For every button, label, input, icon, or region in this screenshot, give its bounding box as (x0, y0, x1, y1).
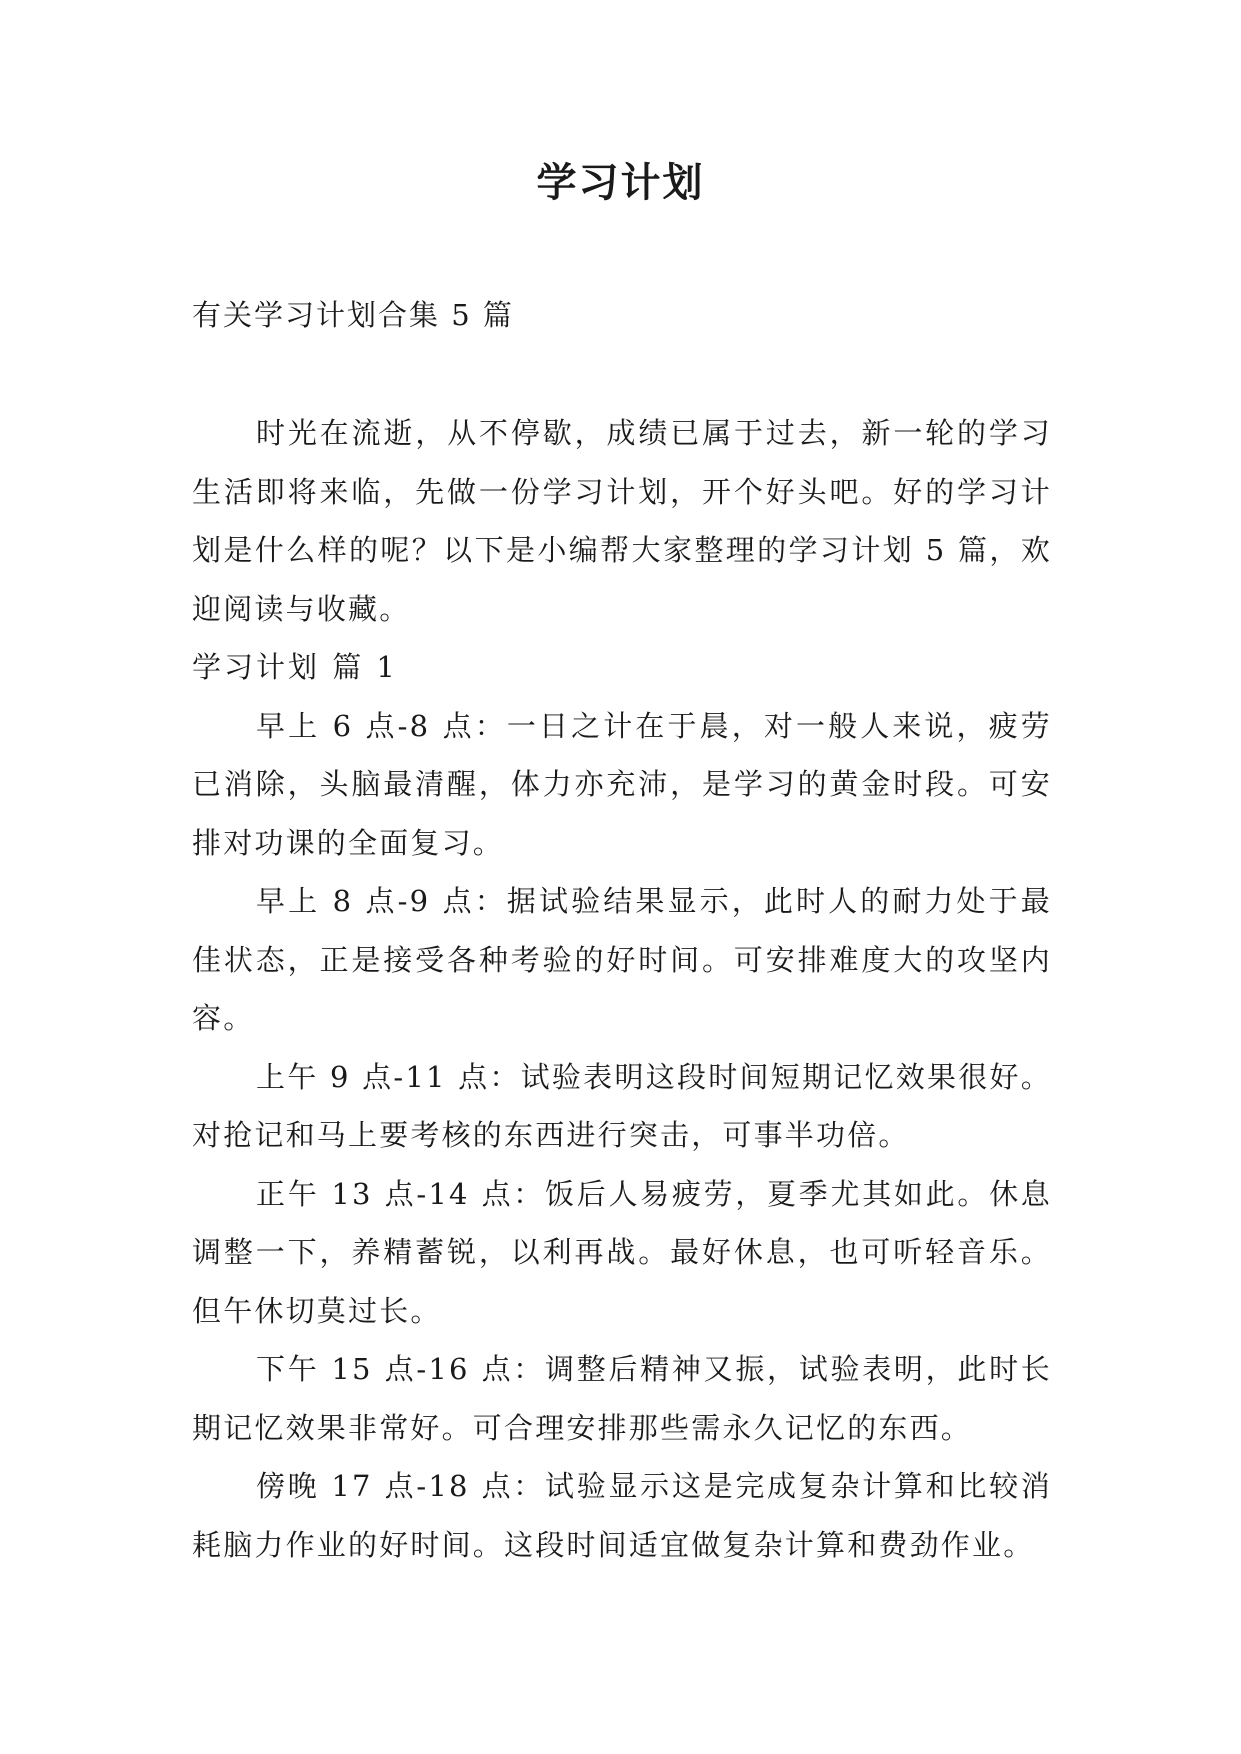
document-subtitle: 有关学习计划合集 5 篇 (192, 298, 514, 332)
paragraph-17-18: 傍晚 17 点-18 点：试验显示这是完成复杂计算和比较消耗脑力作业的好时间。这段时间适宜做复杂计算和费劲作业。 (192, 1469, 1052, 1562)
document-title: 学习计划 (536, 159, 705, 206)
paragraph-13-14: 正午 13 点-14 点：饭后人易疲劳，夏季尤其如此。休息调整一下，养精蓄锐，以利再战。最好休息，也可听轻音乐。但午休切莫过长。 (192, 1176, 1052, 1328)
intro-paragraph: 时光在流逝，从不停歇，成绩已属于过去，新一轮的学习生活即将来临，先做一份学习计划，开个好头吧。好的学习计划是什么样的呢？以下是小编帮大家整理的学习计划 5 篇，欢迎阅读与收藏。 (192, 416, 1052, 626)
paragraph-6-8: 早上 6 点-8 点：一日之计在于晨，对一般人来说，疲劳已消除，头脑最清醒，体力亦充沛，是学习的黄金时段。可安排对功课的全面复习。 (192, 708, 1052, 860)
paragraph-9-11: 上午 9 点-11 点：试验表明这段时间短期记忆效果很好。对抢记和马上要考核的东西进行突击，可事半功倍。 (192, 1059, 1052, 1152)
paragraph-15-16: 下午 15 点-16 点：调整后精神又振，试验表明，此时长期记忆效果非常好。可合理安排那些需永久记忆的东西。 (192, 1352, 1052, 1445)
paragraph-8-9: 早上 8 点-9 点：据试验结果显示，此时人的耐力处于最佳状态，正是接受各种考验的好时间。可安排难度大的攻坚内容。 (192, 884, 1052, 1035)
document-body (192, 404, 1052, 1574)
section-heading: 学习计划 篇 1 (192, 650, 398, 684)
